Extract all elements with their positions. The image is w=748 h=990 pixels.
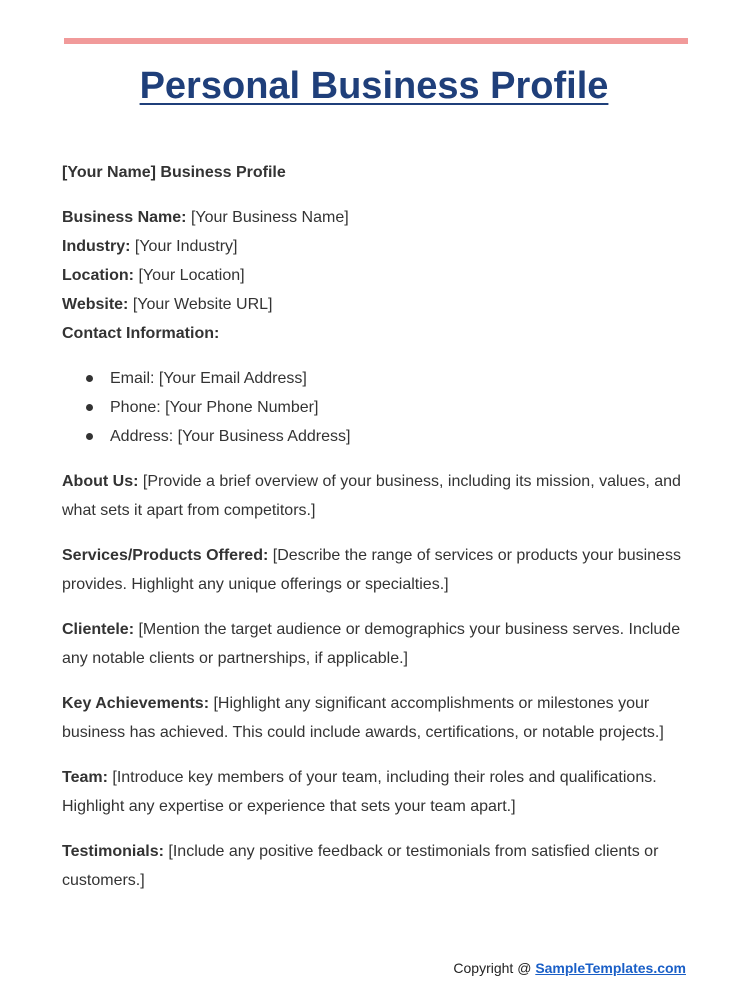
contact-item-phone: Phone: [Your Phone Number] — [84, 393, 692, 422]
top-accent-bar — [64, 38, 688, 44]
section-key-achievements — [62, 689, 692, 747]
field-value: [Your Business Name] — [186, 209, 349, 226]
section-testimonials — [62, 837, 692, 895]
profile-subheading: [Your Name] Business Profile — [62, 164, 286, 181]
section-label: About Us: — [62, 473, 139, 490]
field-value: [Your Location] — [134, 267, 245, 284]
profile-content — [62, 158, 692, 911]
section-team — [62, 763, 692, 821]
section-text: [Mention the target audience or demographics your business serves. Include any notable clients or partnerships, if applicable.] — [62, 621, 681, 667]
field-label: Business Name: — [62, 209, 187, 226]
copyright-prefix: Copyright @ — [453, 960, 536, 976]
copyright-footer — [453, 960, 686, 976]
section-text: [Describe the range of services or products your business provides. Highlight any unique offerings or specialties.] — [62, 547, 681, 593]
section-label: Team: — [62, 769, 108, 786]
field-location — [62, 261, 692, 290]
field-contact-information — [62, 319, 692, 348]
field-label: Website: — [62, 296, 129, 313]
field-value: [Your Industry] — [130, 238, 238, 255]
contact-item-email: Email: [Your Email Address] — [84, 364, 692, 393]
section-text: [Include any positive feedback or testimonials from satisfied clients or customers.] — [62, 843, 659, 889]
field-industry — [62, 232, 692, 261]
field-label: Location: — [62, 267, 134, 284]
sampletemplates-link[interactable]: SampleTemplates.com — [535, 960, 686, 976]
contact-item-address: Address: [Your Business Address] — [84, 422, 692, 451]
section-text: [Provide a brief overview of your business, including its mission, values, and what sets it apart from competitors.] — [62, 473, 681, 519]
section-about-us — [62, 467, 692, 525]
section-text: [Introduce key members of your team, including their roles and qualifications. Highlight any expertise or experience that sets your team apart.] — [62, 769, 657, 815]
field-label: Contact Information: — [62, 325, 220, 342]
section-services-products — [62, 541, 692, 599]
section-label: Testimonials: — [62, 843, 164, 860]
field-business-name — [62, 203, 692, 232]
field-website — [62, 290, 692, 319]
section-label: Services/Products Offered: — [62, 547, 269, 564]
section-label: Key Achievements: — [62, 695, 210, 712]
page-title: Personal Business Profile — [139, 65, 609, 107]
field-value: [Your Website URL] — [128, 296, 273, 313]
contact-list — [62, 364, 692, 451]
section-label: Clientele: — [62, 621, 135, 638]
field-label: Industry: — [62, 238, 131, 255]
section-text: [Highlight any significant accomplishments or milestones your business has achieved. This could include awards, certifications, or notable projects.] — [62, 695, 664, 741]
section-clientele — [62, 615, 692, 673]
